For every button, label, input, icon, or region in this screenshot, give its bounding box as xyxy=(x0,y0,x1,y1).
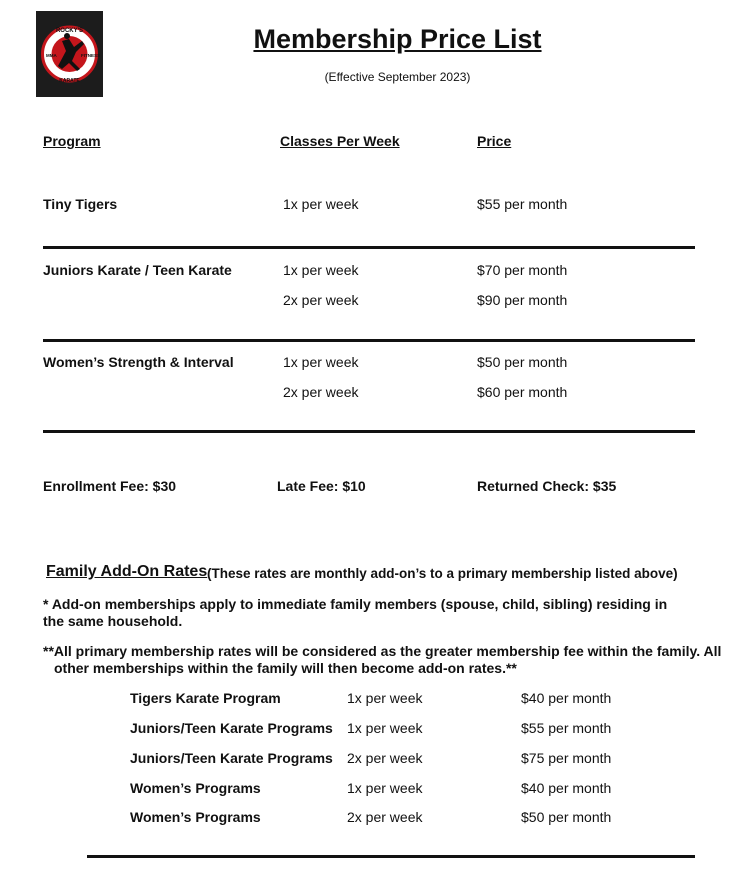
program-classes: 2x per week xyxy=(283,384,359,400)
program-name: Women’s Strength & Interval xyxy=(43,354,234,370)
family-heading: Family Add-On Rates xyxy=(46,563,208,580)
program-price: $60 per month xyxy=(477,384,568,400)
program-price: $55 per month xyxy=(477,196,568,212)
bottom-divider xyxy=(87,855,695,858)
program-price: $50 per month xyxy=(477,354,568,370)
family-note-2-line-1: **All primary membership rates will be considered as the greater membership fee within the family. All xyxy=(43,643,722,659)
program-price: $70 per month xyxy=(477,262,568,278)
family-rate-price: $50 per month xyxy=(521,809,612,825)
family-rate-classes: 2x per week xyxy=(347,809,423,825)
column-header-program: Program xyxy=(43,133,101,149)
enrollment-fee: Enrollment Fee: $30 xyxy=(43,478,177,494)
family-rate-price: $40 per month xyxy=(521,780,612,796)
returned-check-fee: Returned Check: $35 xyxy=(477,478,617,494)
family-rate-classes: 1x per week xyxy=(347,720,423,736)
divider xyxy=(43,430,695,433)
family-rate-program: Women’s Programs xyxy=(130,780,261,796)
family-heading-note: (These rates are monthly add-on’s to a primary membership listed above) xyxy=(207,566,678,581)
logo-left-text: MMA xyxy=(46,53,57,58)
effective-date: (Effective September 2023) xyxy=(324,70,471,84)
program-classes: 2x per week xyxy=(283,292,359,308)
family-note-1: * Add-on memberships apply to immediate family members (spouse, child, sibling) residing in the same household. xyxy=(43,596,668,629)
program-classes: 1x per week xyxy=(283,262,359,278)
program-classes: 1x per week xyxy=(283,354,359,370)
program-price: $90 per month xyxy=(477,292,568,308)
family-rate-classes: 1x per week xyxy=(347,780,423,796)
divider xyxy=(43,339,695,342)
family-rate-classes: 1x per week xyxy=(347,690,423,706)
logo-right-text: FITNESS xyxy=(81,53,101,58)
divider xyxy=(43,246,695,249)
family-rate-price: $55 per month xyxy=(521,720,612,736)
program-classes: 1x per week xyxy=(283,196,359,212)
family-rate-classes: 2x per week xyxy=(347,750,423,766)
family-rate-price: $75 per month xyxy=(521,750,612,766)
late-fee: Late Fee: $10 xyxy=(277,478,366,494)
column-header-price: Price xyxy=(477,133,512,149)
program-name: Tiny Tigers xyxy=(43,196,118,212)
family-rate-program: Women’s Programs xyxy=(130,809,261,825)
family-note-2-line-2: other memberships within the family will then become add-on rates.** xyxy=(54,660,517,676)
family-rate-program: Juniors/Teen Karate Programs xyxy=(130,720,333,736)
logo-top-text: ROCKY'S xyxy=(55,28,84,34)
column-header-classes: Classes Per Week xyxy=(280,133,400,149)
program-name: Juniors Karate / Teen Karate xyxy=(43,262,232,278)
family-rate-program: Juniors/Teen Karate Programs xyxy=(130,750,333,766)
family-rate-program: Tigers Karate Program xyxy=(130,690,281,706)
page-title: Membership Price List xyxy=(253,24,542,54)
family-rate-price: $40 per month xyxy=(521,690,612,706)
logo-bottom-text: KARATE xyxy=(59,78,80,84)
